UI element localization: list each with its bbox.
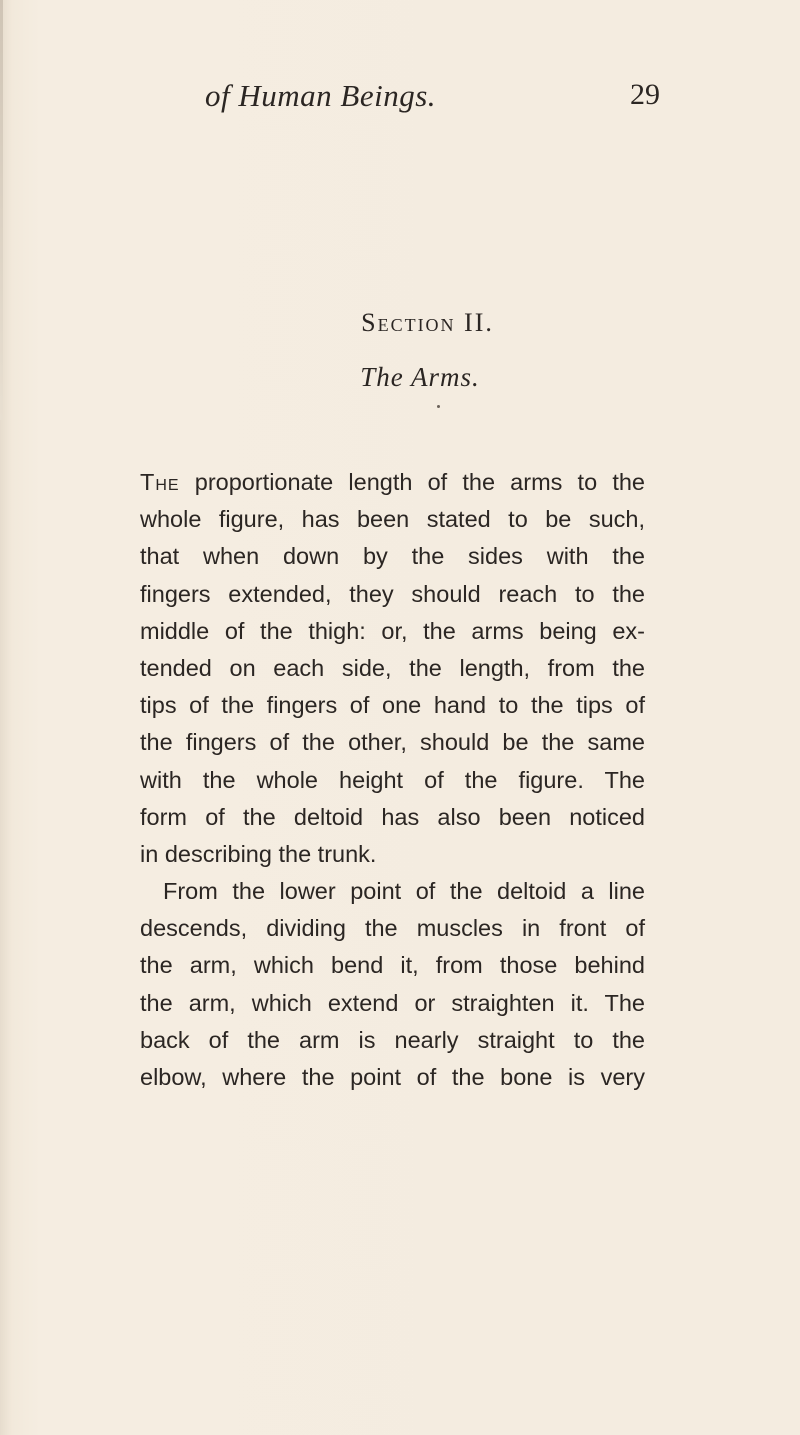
- section-subheading: [0, 362, 800, 393]
- text-line: form of the deltoid has also been noticed: [140, 803, 645, 830]
- text-line: fingers extended, they should reach to the: [140, 580, 645, 607]
- text-line: tended on each side, the length, from the: [140, 654, 645, 681]
- text-line: that when down by the sides with the: [140, 543, 645, 570]
- drop-word: The: [140, 469, 180, 495]
- text-line: The proportionate length of the arms to the: [140, 469, 645, 495]
- running-title: of Human Beings.: [205, 78, 437, 113]
- text-line: the fingers of the other, should be the same: [140, 729, 645, 756]
- section-subheading-text: The Arms.: [360, 362, 480, 392]
- text-line: in describing the trunk.: [140, 840, 377, 867]
- text-line: tips of the fingers of one hand to the tips of: [140, 692, 645, 719]
- body-text: [140, 464, 645, 1096]
- page-number: 29: [630, 78, 660, 111]
- section-heading: [0, 308, 800, 338]
- text-line: whole figure, has been stated to be such,: [140, 506, 645, 533]
- page-header: [205, 78, 660, 118]
- section-heading-text: Section II.: [361, 308, 494, 337]
- text-line: elbow, where the point of the bone is very: [140, 1064, 645, 1090]
- text-line: middle of the thigh: or, the arms being ex-: [140, 617, 645, 644]
- text-line: From the lower point of the deltoid a line: [163, 878, 645, 905]
- text-line: descends, dividing the muscles in front of: [140, 915, 645, 942]
- page-gutter-edge: [0, 0, 3, 420]
- text-line: the arm, which bend it, from those behind: [140, 952, 645, 979]
- printer-mark: [437, 405, 440, 408]
- text-line: the arm, which extend or straighten it. The: [140, 989, 645, 1016]
- text-line: back of the arm is nearly straight to the: [140, 1026, 645, 1053]
- text-line: with the whole height of the figure. The: [140, 766, 645, 793]
